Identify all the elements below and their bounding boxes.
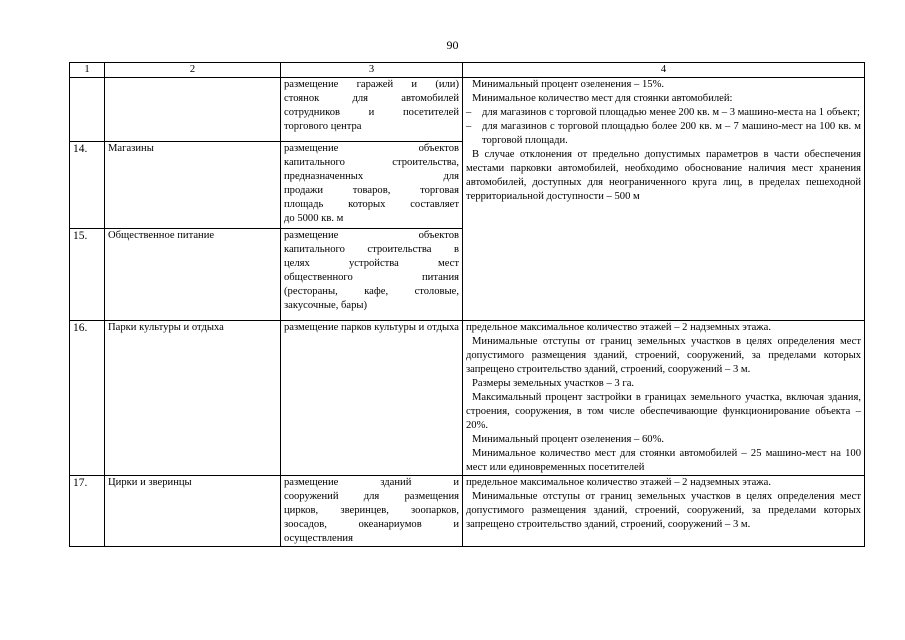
dash-marker: – [466, 106, 472, 118]
cell-description: размещение парков культуры и отдыха [281, 321, 463, 476]
description-line: продажи товаров, торговая [284, 184, 459, 196]
column-header-3: 3 [281, 63, 463, 78]
cell-parameters [463, 475, 865, 546]
description-line: торгового центра [284, 120, 362, 132]
description-line: до 5000 кв. м [284, 212, 344, 224]
description-line: предназначенных для [284, 170, 459, 182]
description-line: целях устройства мест [284, 257, 459, 269]
description-line: цирков, зверинцев, зоопарков, [284, 504, 459, 516]
description-line: осуществления [284, 532, 353, 544]
column-header-4: 4 [463, 63, 865, 78]
param-paragraph: В случае отклонения от предельно допустимых параметров в части обеспечения местами парковки автомобилей, необходимо обоснование наличия мест хранения автомобилей, доступных для неограниченного круга лиц, в пределах пешеходной территориальной доступности – 500 м [466, 148, 861, 202]
cell-parameters [463, 78, 865, 321]
use-type-name: Цирки и зверинцы [105, 475, 281, 546]
cell-description [281, 475, 463, 546]
table-row [70, 78, 865, 142]
cell-description [281, 229, 463, 321]
description-line: стоянок для автомобилей [284, 92, 459, 104]
use-type-name: Магазины [105, 142, 281, 229]
param-bullet [466, 106, 861, 120]
description-line: общественного питания [284, 271, 459, 283]
bullet-text: для магазинов с торговой площадью более 200 кв. м – 7 машино-мест на 100 кв. м торговой площади. [482, 120, 861, 146]
cell-description [281, 78, 463, 142]
param-paragraph: Минимальные отступы от границ земельных участков в целях определения мест допустимого размещения зданий, строений, сооружений, за пределами которых запрещено строительство зданий, строений, сооружений – 3 м. [466, 335, 861, 375]
row-number: 16. [70, 321, 105, 476]
cell-parameters [463, 321, 865, 476]
use-type-name: Общественное питание [105, 229, 281, 321]
page-number: 90 [446, 38, 459, 52]
param-bullet [466, 120, 861, 148]
description-line: капитального строительства в [284, 243, 459, 255]
description-line: сооружений для размещения [284, 490, 459, 502]
param-paragraph: Размеры земельных участков – 3 га. [472, 377, 635, 389]
table-row [70, 475, 865, 546]
use-type-name: Парки культуры и отдыха [105, 321, 281, 476]
description-line: зоосадов, океанариумов и [284, 518, 459, 530]
param-paragraph: Минимальное количество мест для стоянки автомобилей: [472, 92, 733, 104]
row-number: 14. [70, 142, 105, 229]
description-line: размещение объектов [284, 230, 459, 241]
description-line: площадь которых составляет [284, 198, 459, 210]
cell-number [70, 78, 105, 142]
dash-marker: – [466, 120, 472, 132]
param-paragraph: Минимальный процент озеленения – 60%. [472, 433, 665, 445]
row-number: 17. [70, 475, 105, 546]
description-line: размещение объектов [284, 143, 459, 154]
row-number: 15. [70, 229, 105, 321]
param-paragraph: Минимальные отступы от границ земельных участков в целях определения мест допустимого размещения зданий, строений, сооружений, за пределами которых запрещено строительство зданий, строений, сооружений – 3 м. [466, 490, 861, 530]
cell-description [281, 142, 463, 229]
param-paragraph: Максимальный процент застройки в границах земельного участка, включая здания, строения, сооружения, в том числе обеспечивающие функционирование объекта – 20%. [466, 391, 861, 431]
table-row [70, 321, 865, 476]
param-paragraph: Минимальное количество мест для стоянки автомобилей – 25 машино-мест на 100 мест или единовременных посетителей [466, 447, 861, 473]
bullet-text: для магазинов с торговой площадью менее 200 кв. м – 3 машино-места на 1 объект; [482, 106, 860, 118]
description-line: размещение гаражей и (или) [284, 79, 459, 90]
table-header-row [70, 63, 865, 78]
description-line: закусочные, бары) [284, 299, 368, 311]
description-line: (рестораны, кафе, столовые, [284, 285, 459, 297]
description-line: капитального строительства, [284, 156, 459, 168]
column-header-1: 1 [70, 63, 105, 78]
param-paragraph: предельное максимальное количество этажей – 2 надземных этажа. [466, 322, 771, 333]
column-header-2: 2 [105, 63, 281, 78]
description-line: сотрудников и посетителей [284, 106, 459, 118]
cell-name [105, 78, 281, 142]
description-line: размещение зданий и [284, 476, 459, 488]
param-paragraph: предельное максимальное количество этажей – 2 надземных этажа. [466, 476, 771, 488]
param-paragraph: Минимальный процент озеленения – 15%. [472, 79, 665, 90]
regulations-table [69, 62, 865, 547]
